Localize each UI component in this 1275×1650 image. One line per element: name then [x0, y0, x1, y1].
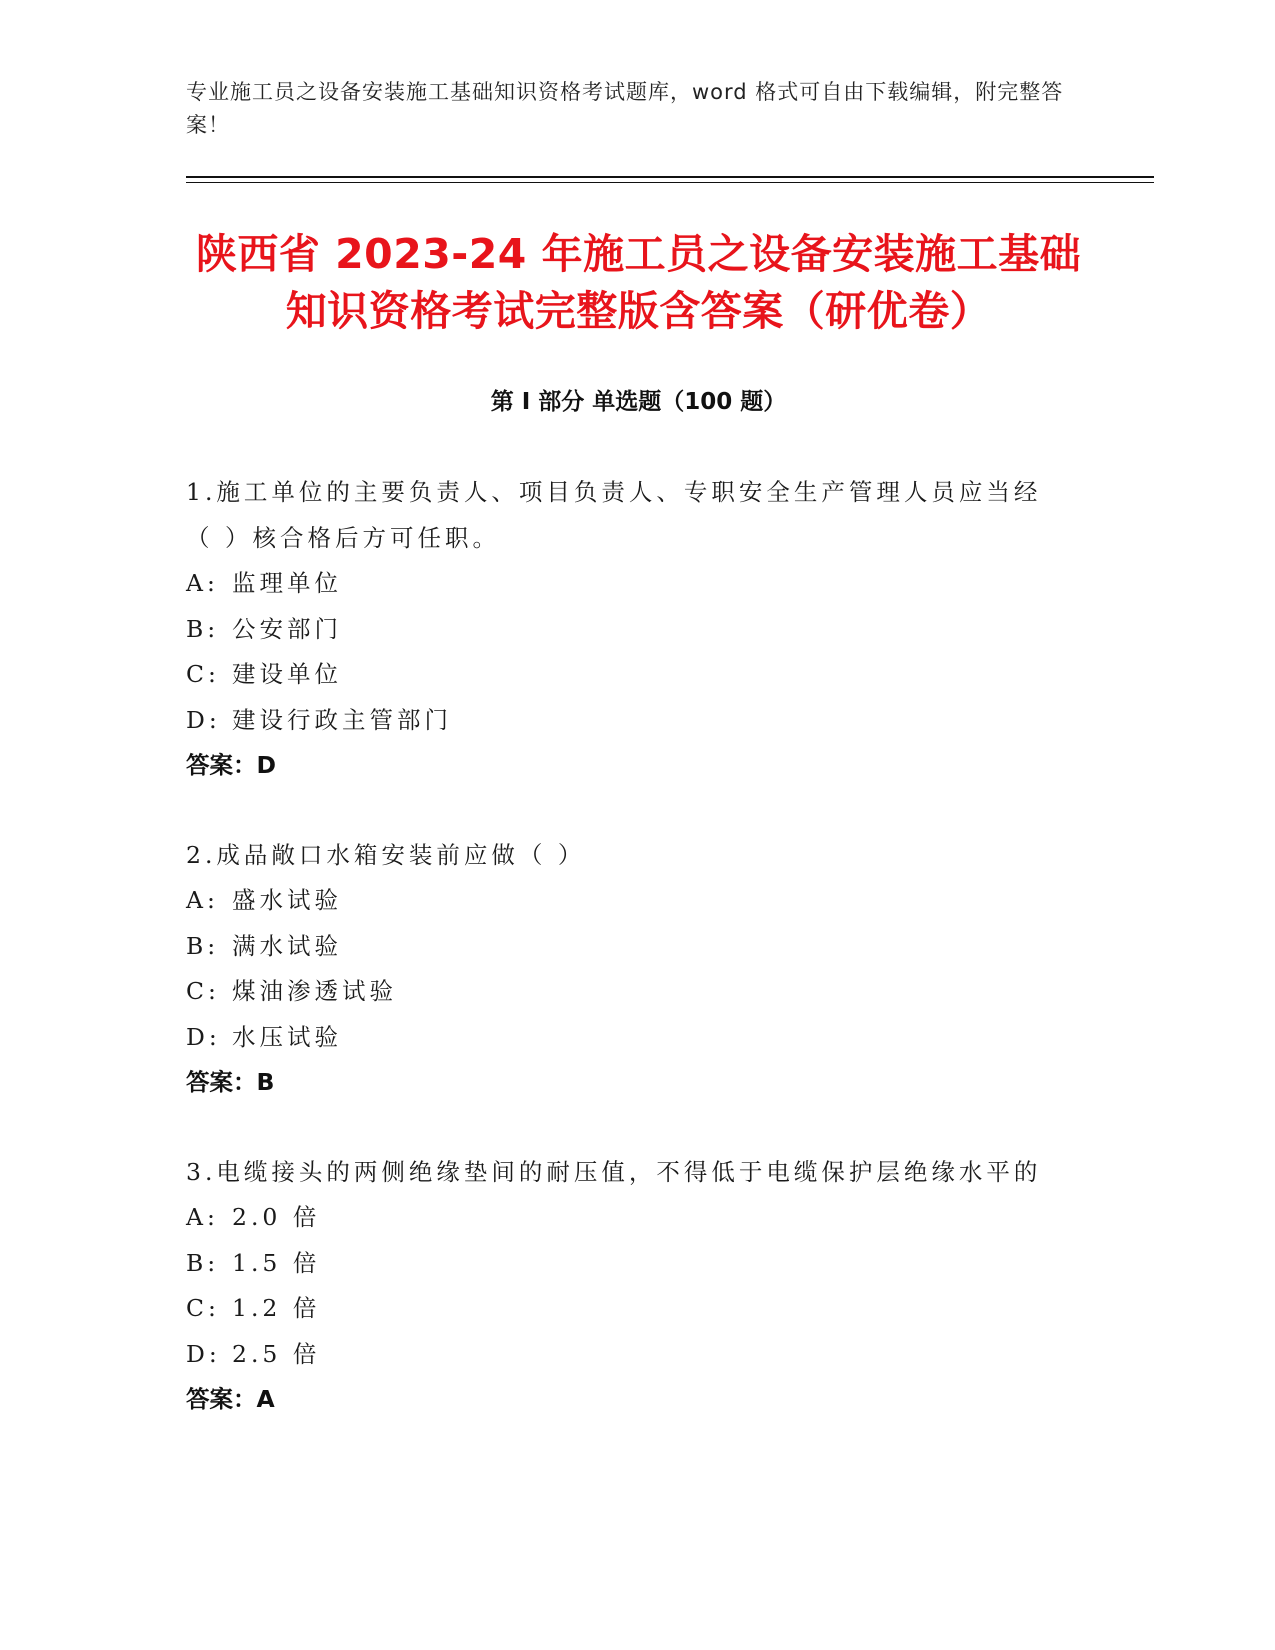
question-3 [186, 1150, 1066, 1423]
option-b [186, 924, 1066, 970]
option-text: 满水试验 [232, 931, 342, 960]
option-text: 1.5 倍 [232, 1248, 321, 1277]
option-b [186, 1241, 1066, 1287]
option-letter: B: [186, 1248, 220, 1277]
option-letter: B: [186, 614, 220, 643]
option-a [186, 561, 1066, 607]
option-c [186, 969, 1066, 1015]
option-text: 2.0 倍 [232, 1203, 321, 1231]
option-text: 建设行政主管部门 [232, 705, 452, 734]
option-a [186, 1195, 1066, 1241]
option-text: 监理单位 [232, 569, 342, 597]
option-text: 公安部门 [232, 614, 342, 643]
question-stem: 2.成品敞口水箱安装前应做（ ） [186, 840, 586, 869]
option-text: 2.5 倍 [232, 1339, 321, 1368]
option-c [186, 1286, 1066, 1332]
answer-line: 答案：D [186, 751, 277, 779]
question-list [186, 470, 1066, 1467]
section-heading: 第 I 部分 单选题（100 题） [490, 389, 787, 415]
question-stem: 1.施工单位的主要负责人、项目负责人、专职安全生产管理人员应当经（ ）核合格后方可任职。 [186, 478, 1042, 552]
option-c [186, 652, 1066, 698]
header-rule-thin [186, 182, 1154, 183]
option-text: 1.2 倍 [232, 1294, 321, 1322]
option-text: 水压试验 [232, 1022, 342, 1051]
question-2 [186, 833, 1066, 1106]
option-letter: D: [186, 1339, 221, 1368]
option-text: 建设单位 [232, 660, 342, 688]
document-title: 陕西省 2023-24 年施工员之设备安装施工基础知识资格考试完整版含答案（研优卷） [195, 230, 1082, 335]
option-letter: B: [186, 931, 220, 960]
option-letter: D: [186, 705, 221, 734]
question-stem: 3.电缆接头的两侧绝缘垫间的耐压值，不得低于电缆保护层绝缘水平的 [186, 1157, 1042, 1186]
option-letter: A: [186, 1203, 219, 1231]
option-text: 煤油渗透试验 [232, 977, 397, 1005]
option-d [186, 1015, 1066, 1061]
answer-line: 答案：A [186, 1385, 275, 1413]
option-letter: A: [186, 569, 219, 597]
header-rule-thick [186, 176, 1154, 178]
option-letter: C: [186, 1294, 220, 1322]
option-letter: C: [186, 977, 220, 1005]
option-letter: C: [186, 660, 220, 688]
answer-line: 答案：B [186, 1068, 275, 1096]
option-d [186, 1332, 1066, 1378]
option-letter: A: [186, 886, 219, 914]
option-b [186, 607, 1066, 653]
option-letter: D: [186, 1022, 221, 1051]
option-a [186, 878, 1066, 924]
header-note: 专业施工员之设备安装施工基础知识资格考试题库，word 格式可自由下载编辑，附完整答案！ [186, 80, 1064, 137]
option-text: 盛水试验 [232, 886, 342, 914]
option-d [186, 698, 1066, 744]
question-1 [186, 470, 1066, 789]
